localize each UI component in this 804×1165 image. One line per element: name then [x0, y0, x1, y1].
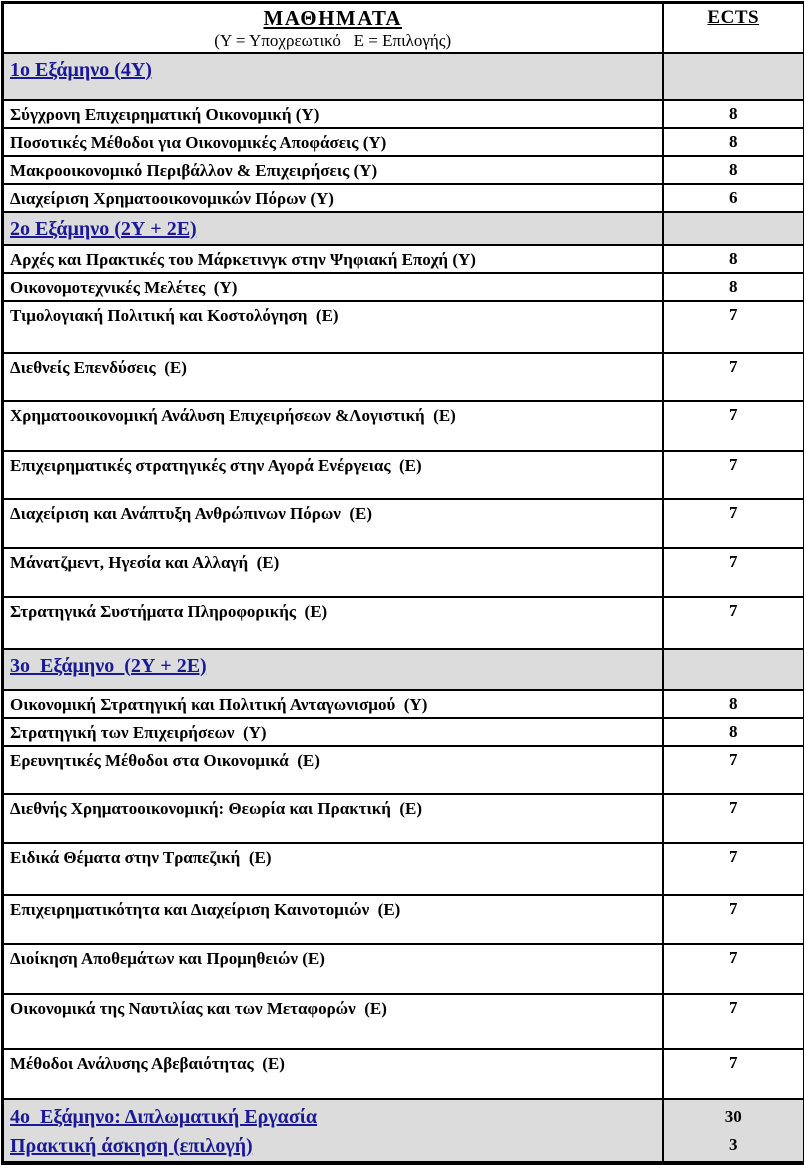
course-name: Επιχειρηματικότητα και Διαχείριση Καινοτομιών (Ε)	[3, 895, 663, 944]
ects-value: 8	[663, 100, 804, 128]
semester-4-thesis-link[interactable]: 4ο Εξάμηνο: Διπλωματική Εργασία	[4, 1103, 662, 1132]
ects-value: 7	[663, 499, 804, 548]
section-name-cell	[3, 53, 663, 100]
ects-value: 7	[663, 895, 804, 944]
course-row	[3, 944, 804, 994]
ects-value: 7	[663, 353, 804, 401]
course-row	[3, 597, 804, 649]
ects-value: 7	[663, 597, 804, 649]
course-row	[3, 401, 804, 451]
course-row	[3, 548, 804, 597]
course-name: Μακροοικονομικό Περιβάλλον & Επιχειρήσεις (Υ)	[3, 156, 663, 184]
course-name: Τιμολογιακή Πολιτική και Κοστολόγηση (Ε)	[3, 301, 663, 353]
ects-cell	[663, 1099, 804, 1163]
course-name: Επιχειρηματικές στρατηγικές στην Αγορά Ενέργειας (Ε)	[3, 451, 663, 499]
course-name: Στρατηγικά Συστήματα Πληροφορικής (Ε)	[3, 597, 663, 649]
course-name: Οικονομικά της Ναυτιλίας και των Μεταφορών (Ε)	[3, 994, 663, 1049]
course-name: Διοίκηση Αποθεμάτων και Προμηθειών (Ε)	[3, 944, 663, 994]
course-row	[3, 245, 804, 273]
course-name: Ερευνητικές Μέθοδοι στα Οικονομικά (Ε)	[3, 746, 663, 794]
course-name: Αρχές και Πρακτικές του Μάρκετινγκ στην Ψηφιακή Εποχή (Υ)	[3, 245, 663, 273]
course-name: Σύγχρονη Επιχειρηματική Οικονομική (Υ)	[3, 100, 663, 128]
section-row-semester-3	[3, 649, 804, 690]
thesis-ects-value: 30	[664, 1103, 804, 1131]
section-row-semester-4	[3, 1099, 804, 1163]
section-name-cell	[3, 1099, 663, 1163]
course-row	[3, 273, 804, 301]
course-row	[3, 156, 804, 184]
section-row-semester-2	[3, 212, 804, 245]
ects-value: 8	[663, 128, 804, 156]
ects-cell	[663, 212, 804, 245]
course-name: Χρηματοοικονομική Ανάλυση Επιχειρήσεων &Λογιστική (Ε)	[3, 401, 663, 451]
course-name: Ειδικά Θέματα στην Τραπεζική (Ε)	[3, 843, 663, 895]
ects-value: 6	[663, 184, 804, 212]
ects-value: 8	[663, 156, 804, 184]
ects-value: 7	[663, 944, 804, 994]
ects-value: 7	[663, 843, 804, 895]
ects-header-cell	[663, 3, 804, 53]
curriculum-table	[1, 1, 804, 1165]
course-row	[3, 843, 804, 895]
practical-training-link[interactable]: Πρακτική άσκηση (επιλογή)	[4, 1132, 662, 1161]
course-name: Μέθοδοι Ανάλυσης Αβεβαιότητας (Ε)	[3, 1049, 663, 1099]
ects-value: 7	[663, 301, 804, 353]
course-name: Διαχείριση και Ανάπτυξη Ανθρώπινων Πόρων (Ε)	[3, 499, 663, 548]
ects-value: 7	[663, 794, 804, 843]
course-name: Μάνατζμεντ, Ηγεσία και Αλλαγή (Ε)	[3, 548, 663, 597]
course-row	[3, 184, 804, 212]
course-row	[3, 994, 804, 1049]
ects-cell	[663, 53, 804, 100]
ects-value: 7	[663, 994, 804, 1049]
ects-value: 7	[663, 451, 804, 499]
section-name-cell	[3, 212, 663, 245]
ects-value: 8	[663, 245, 804, 273]
course-row	[3, 895, 804, 944]
ects-column-title: ECTS	[707, 6, 759, 30]
ects-value: 8	[663, 690, 804, 718]
ects-value: 7	[663, 746, 804, 794]
course-row	[3, 499, 804, 548]
course-row	[3, 128, 804, 156]
course-name: Ποσοτικές Μέθοδοι για Οικονομικές Αποφάσεις (Υ)	[3, 128, 663, 156]
section-name-cell	[3, 649, 663, 690]
course-row	[3, 1049, 804, 1099]
ects-cell	[663, 649, 804, 690]
course-name: Στρατηγική των Επιχειρήσεων (Υ)	[3, 718, 663, 746]
course-name: Διαχείριση Χρηματοοικονομικών Πόρων (Υ)	[3, 184, 663, 212]
courses-column-title: ΜΑΘΗΜΑΤΑ	[4, 6, 662, 31]
course-name: Οικονομοτεχνικές Μελέτες (Υ)	[3, 273, 663, 301]
course-name: Οικονομική Στρατηγική και Πολιτική Ανταγωνισμού (Υ)	[3, 690, 663, 718]
course-row	[3, 100, 804, 128]
section-row-semester-1	[3, 53, 804, 100]
course-row	[3, 301, 804, 353]
semester-1-heading-link[interactable]: 1ο Εξάμηνο (4Υ)	[4, 54, 152, 82]
course-row	[3, 690, 804, 718]
ects-value: 7	[663, 1049, 804, 1099]
course-row	[3, 746, 804, 794]
course-row	[3, 718, 804, 746]
course-name: Διεθνείς Επενδύσεις (Ε)	[3, 353, 663, 401]
courses-header-cell	[3, 3, 663, 53]
ects-value: 8	[663, 273, 804, 301]
table-header-row	[3, 3, 804, 53]
course-row	[3, 353, 804, 401]
practical-ects-value: 3	[664, 1131, 804, 1159]
ects-value: 8	[663, 718, 804, 746]
courses-column-legend: (Υ = Υποχρεωτικό Ε = Επιλογής)	[4, 31, 662, 51]
ects-value: 7	[663, 548, 804, 597]
semester-2-heading-link[interactable]: 2ο Εξάμηνο (2Υ + 2Ε)	[4, 213, 197, 241]
course-row	[3, 451, 804, 499]
ects-value: 7	[663, 401, 804, 451]
semester-3-heading-link[interactable]: 3ο Εξάμηνο (2Υ + 2Ε)	[4, 650, 207, 678]
course-name: Διεθνής Χρηματοοικονομική: Θεωρία και Πρακτική (Ε)	[3, 794, 663, 843]
course-row	[3, 794, 804, 843]
